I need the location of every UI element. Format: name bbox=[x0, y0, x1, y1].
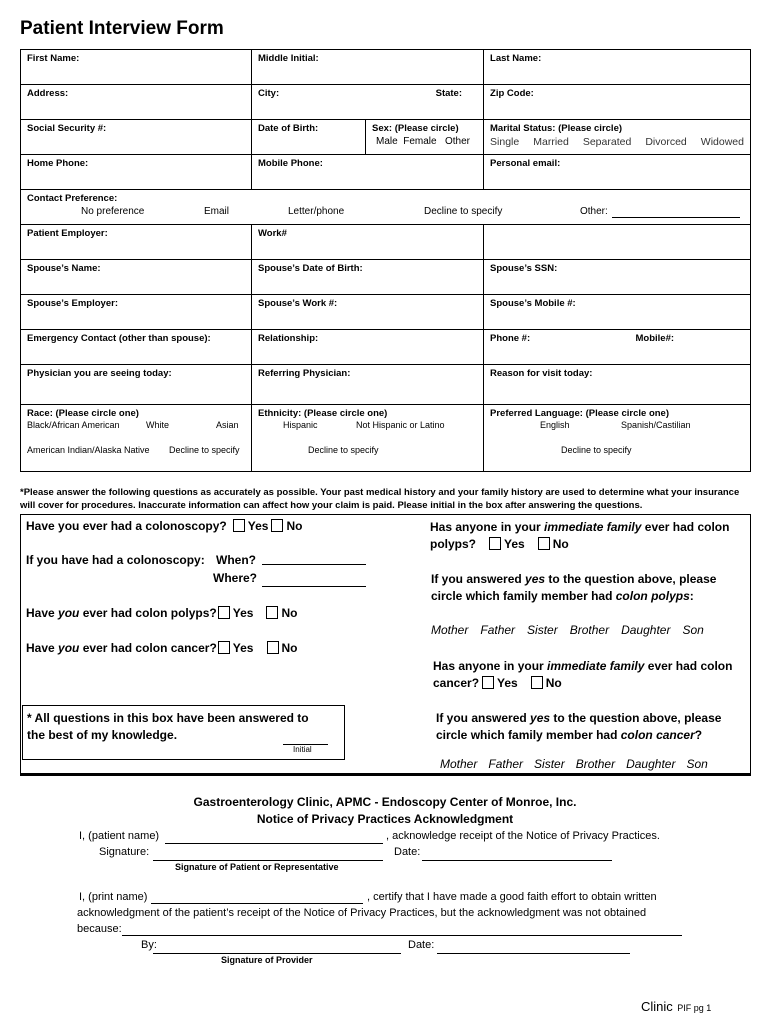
by-label: By: bbox=[141, 939, 157, 951]
marital-option[interactable]: Divorced bbox=[645, 136, 687, 148]
circle-cancer-instruction: If you answered yes to the question above, please circle which family member had colon cancer? bbox=[436, 711, 722, 742]
ssn-field[interactable]: Social Security #: bbox=[21, 120, 252, 155]
ethnicity-option[interactable]: Not Hispanic or Latino bbox=[356, 420, 445, 430]
signature-caption: Signature of Patient or Representative bbox=[175, 862, 339, 872]
family-member[interactable]: Son bbox=[686, 757, 708, 771]
page-title: Patient Interview Form bbox=[20, 18, 224, 39]
patient-signature-line[interactable] bbox=[153, 847, 383, 861]
family-member[interactable]: Sister bbox=[527, 623, 558, 637]
checkbox[interactable] bbox=[538, 537, 550, 550]
family-members-polyps bbox=[431, 623, 704, 637]
first-name-field[interactable]: First Name: bbox=[21, 50, 252, 85]
checkbox[interactable] bbox=[218, 606, 230, 619]
emergency-contact-field[interactable]: Emergency Contact (other than spouse): bbox=[21, 330, 252, 365]
attestation-text: * All questions in this box have been answered to the best of my knowledge. bbox=[27, 711, 309, 742]
race-option[interactable]: White bbox=[146, 420, 170, 430]
print-name-line[interactable] bbox=[151, 890, 363, 904]
phone-mobile-field[interactable]: Phone #: Mobile#: bbox=[484, 330, 751, 365]
contact-option[interactable]: Decline to specify bbox=[424, 206, 503, 217]
signature-label: Signature: bbox=[99, 846, 150, 858]
polyps-question: Have you ever had colon polyps? Yes No bbox=[26, 606, 298, 620]
provider-date-line[interactable] bbox=[437, 940, 630, 954]
personal-email-field[interactable]: Personal email: bbox=[484, 155, 751, 190]
because-label: because: bbox=[77, 923, 122, 935]
middle-initial-field[interactable]: Middle Initial: bbox=[252, 50, 484, 85]
instructions: *Please answer the following questions as accurately as possible. Your past medical history and your family history are used to determine what your insurance will cover for procedures. Inaccurate information can affect how your claim is paid. Please initial in the box after answering the questions. bbox=[20, 487, 740, 511]
initial-line[interactable] bbox=[283, 735, 328, 745]
sex-option[interactable]: Male bbox=[376, 136, 398, 147]
marital-option[interactable]: Married bbox=[533, 136, 569, 148]
demographics-grid bbox=[20, 49, 751, 472]
race-option[interactable]: Black/African American bbox=[27, 420, 120, 430]
race-option[interactable]: Decline to specify bbox=[169, 445, 240, 455]
where-label: Where? bbox=[213, 571, 258, 585]
when-label: When? bbox=[216, 553, 256, 567]
family-member[interactable]: Daughter bbox=[626, 757, 676, 771]
date-label: Date: bbox=[394, 846, 421, 858]
family-member[interactable]: Father bbox=[480, 623, 516, 637]
employer-field[interactable]: Patient Employer: bbox=[21, 225, 252, 260]
reason-field[interactable]: Reason for visit today: bbox=[484, 365, 751, 405]
notice-heading: Notice of Privacy Practices Acknowledgment bbox=[256, 812, 514, 826]
checkbox[interactable] bbox=[489, 537, 501, 550]
sex-field[interactable]: Sex: (Please circle) Male Female Other bbox=[366, 120, 484, 155]
checkbox[interactable] bbox=[531, 676, 543, 689]
patient-date-line[interactable] bbox=[422, 847, 612, 861]
checkbox[interactable] bbox=[482, 676, 494, 689]
contact-option[interactable]: No preference bbox=[81, 206, 145, 217]
family-polyps-question: Has anyone in your immediate family ever had colon polyps? Yes No bbox=[430, 520, 730, 551]
sex-option[interactable]: Female bbox=[403, 136, 437, 147]
race-field[interactable]: Race: (Please circle one) Black/African American White Asian American Indian/Alaska Native Decline to specify bbox=[21, 405, 252, 472]
if-colonoscopy-label: If you have had a colonoscopy: bbox=[26, 553, 205, 567]
family-member[interactable]: Father bbox=[488, 757, 524, 771]
where-line[interactable] bbox=[262, 574, 366, 587]
family-cancer-question: Has anyone in your immediate family ever had colon cancer? Yes No bbox=[433, 659, 733, 690]
physician-field[interactable]: Physician you are seeing today: bbox=[21, 365, 252, 405]
family-member[interactable]: Brother bbox=[569, 623, 610, 637]
address-field[interactable]: Address: bbox=[21, 85, 252, 120]
relationship-field[interactable]: Relationship: bbox=[252, 330, 484, 365]
certify-text: , certify that I have made a good faith effort to obtain written bbox=[367, 891, 657, 903]
provider-signature-line[interactable] bbox=[153, 940, 401, 954]
certify-line2: acknowledgment of the patient’s receipt of the Notice of Privacy Practices, but the acknowledgment was not obtained bbox=[77, 907, 647, 919]
work-number-field[interactable]: Work# bbox=[252, 225, 484, 260]
city-state-field[interactable]: City: State: bbox=[252, 85, 484, 120]
marital-option[interactable]: Widowed bbox=[700, 136, 744, 148]
spouse-mobile-field[interactable]: Spouse’s Mobile #: bbox=[484, 295, 751, 330]
spouse-work-field[interactable]: Spouse’s Work #: bbox=[252, 295, 484, 330]
provider-date-label: Date: bbox=[408, 939, 435, 951]
family-member[interactable]: Son bbox=[682, 623, 704, 637]
colonoscopy-question: Have you ever had a colonoscopy? Yes No bbox=[26, 519, 303, 533]
home-phone-field[interactable]: Home Phone: bbox=[21, 155, 252, 190]
language-option[interactable]: Decline to specify bbox=[561, 445, 632, 455]
cancer-question: Have you ever had colon cancer? Yes No bbox=[26, 641, 298, 655]
family-member[interactable]: Sister bbox=[534, 757, 565, 771]
race-option[interactable]: American Indian/Alaska Native bbox=[27, 445, 150, 455]
ethnicity-option[interactable]: Hispanic bbox=[283, 420, 318, 430]
referring-physician-field[interactable]: Referring Physician: bbox=[252, 365, 484, 405]
last-name-field[interactable]: Last Name: bbox=[484, 50, 751, 85]
page-footer: Clinic PIF pg 1 bbox=[641, 999, 712, 1014]
checkbox[interactable] bbox=[233, 519, 245, 532]
patient-name-label: I, (patient name) bbox=[79, 830, 160, 842]
mobile-phone-field[interactable]: Mobile Phone: bbox=[252, 155, 484, 190]
spouse-employer-field[interactable]: Spouse’s Employer: bbox=[21, 295, 252, 330]
contact-other-line[interactable] bbox=[612, 206, 740, 218]
language-option[interactable]: Spanish/Castilian bbox=[621, 420, 691, 430]
because-line[interactable] bbox=[122, 922, 682, 936]
zip-field[interactable]: Zip Code: bbox=[484, 85, 751, 120]
contact-option[interactable]: Letter/phone bbox=[288, 206, 345, 217]
marital-option[interactable]: Single bbox=[490, 136, 520, 148]
race-option[interactable]: Asian bbox=[216, 420, 239, 430]
checkbox[interactable] bbox=[218, 641, 230, 654]
contact-preference-field[interactable]: Contact Preference: No preference Email Letter/phone Decline to specify Other: bbox=[21, 190, 751, 225]
when-line[interactable] bbox=[262, 552, 366, 565]
family-members-cancer bbox=[440, 757, 708, 771]
checkbox[interactable] bbox=[266, 606, 278, 619]
clinic-heading: Gastroenterology Clinic, APMC - Endoscopy Center of Monroe, Inc. bbox=[193, 795, 577, 809]
language-field[interactable]: Preferred Language: (Please circle one) English Spanish/Castilian Decline to specify bbox=[484, 405, 751, 472]
acknowledge-text: , acknowledge receipt of the Notice of Privacy Practices. bbox=[386, 830, 660, 842]
sex-option[interactable]: Other bbox=[444, 136, 470, 147]
checkbox[interactable] bbox=[271, 519, 283, 532]
provider-caption: Signature of Provider bbox=[221, 955, 313, 965]
family-member[interactable]: Brother bbox=[575, 757, 616, 771]
spouse-ssn-field[interactable]: Spouse’s SSN: bbox=[484, 260, 751, 295]
dob-field[interactable]: Date of Birth: bbox=[252, 120, 366, 155]
ethnicity-field[interactable]: Ethnicity: (Please circle one) Hispanic Not Hispanic or Latino Decline to specify bbox=[252, 405, 484, 472]
marital-field[interactable]: Marital Status: (Please circle) Single Married Separated Divorced Widowed bbox=[484, 120, 751, 155]
patient-name-line[interactable] bbox=[165, 830, 383, 844]
spouse-name-field[interactable]: Spouse’s Name: bbox=[21, 260, 252, 295]
family-member[interactable]: Daughter bbox=[621, 623, 671, 637]
language-option[interactable]: English bbox=[540, 420, 570, 430]
ethnicity-option[interactable]: Decline to specify bbox=[308, 445, 379, 455]
print-name-label: I, (print name) bbox=[79, 891, 148, 903]
contact-other-label: Other: bbox=[580, 206, 608, 217]
work-blank-field[interactable] bbox=[484, 225, 751, 260]
marital-option[interactable]: Separated bbox=[582, 136, 632, 148]
family-member[interactable]: Mother bbox=[440, 757, 478, 771]
contact-option[interactable]: Email bbox=[204, 206, 230, 217]
family-member[interactable]: Mother bbox=[431, 623, 469, 637]
spouse-dob-field[interactable]: Spouse’s Date of Birth: bbox=[252, 260, 484, 295]
circle-polyps-instruction: If you answered yes to the question above, please circle which family member had colon polyps: bbox=[431, 572, 717, 603]
checkbox[interactable] bbox=[267, 641, 279, 654]
initial-label: Initial bbox=[293, 745, 312, 754]
